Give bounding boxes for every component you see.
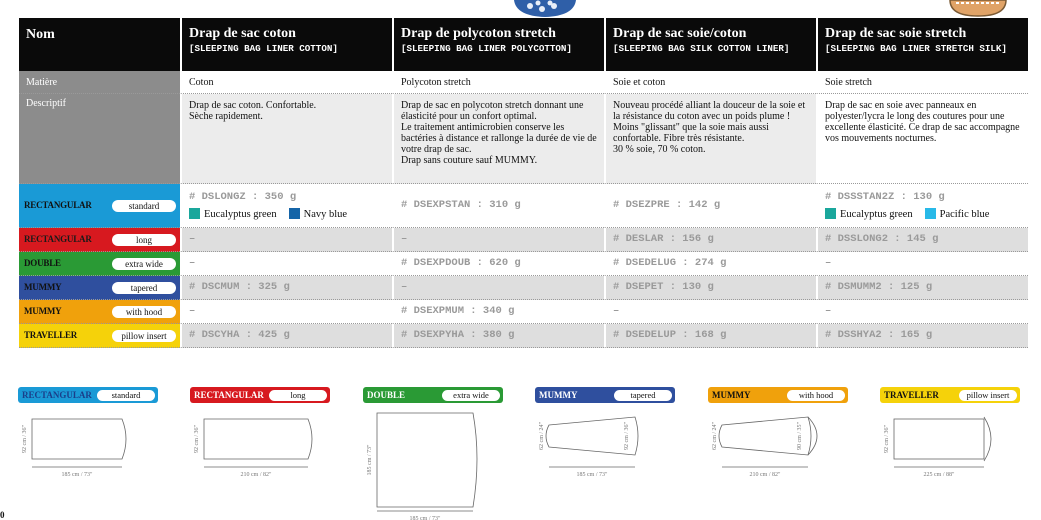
shape-label-cell	[19, 184, 180, 228]
reference-cell	[816, 252, 1028, 276]
color-option	[825, 208, 913, 220]
column-title: Drap de polycoton stretch	[401, 26, 556, 41]
shape-label	[24, 300, 176, 323]
color-name: Navy blue	[303, 208, 348, 220]
reference-weight: # DSCYHA : 425 g	[189, 329, 290, 341]
shape-name: RECTANGULAR	[24, 200, 92, 210]
dimension-label: 210 cm / 82"	[240, 472, 272, 478]
packed-liner-icon	[948, 0, 1008, 18]
reference-weight: –	[613, 305, 620, 317]
shape-diagram	[190, 387, 330, 513]
column-title: Drap de sac coton	[189, 26, 296, 41]
reference-weight: # DSSSTAN2Z : 130 g	[825, 190, 945, 203]
reference-weight: # DSMUMM2 : 125 g	[825, 281, 933, 293]
matiere-cell: Soie et coton	[604, 71, 816, 94]
descriptif-label: Descriptif	[19, 94, 180, 184]
variant-row	[19, 252, 1028, 276]
reference-cell	[392, 276, 604, 300]
reference-weight: # DSEDELUP : 168 g	[613, 329, 727, 341]
shape-name: TRAVELLER	[24, 330, 78, 340]
reference-cell	[604, 276, 816, 300]
diagram-badge	[708, 387, 848, 403]
column-subtitle: [SLEEPING BAG LINER POLYCOTTON]	[401, 43, 572, 54]
reference-cell	[180, 300, 392, 324]
diagram-variant-pill: standard	[97, 390, 155, 401]
reference-cell	[180, 324, 392, 348]
diagram-shape-name: TRAVELLER	[884, 390, 939, 400]
page-mark: 0	[0, 510, 5, 520]
reference-cell	[180, 252, 392, 276]
shape-variant-pill: tapered	[112, 282, 176, 294]
reference-cell	[816, 184, 1028, 228]
reference-cell	[392, 324, 604, 348]
reference-weight: # DSEXPDOUB : 620 g	[401, 257, 521, 269]
dimension-label: 225 cm / 88"	[923, 472, 955, 478]
diagram-shape-name: MUMMY	[539, 390, 578, 400]
dimension-label: 210 cm / 82"	[749, 472, 781, 478]
color-swatch	[925, 208, 936, 219]
shape-diagram	[708, 387, 848, 513]
header-cotton	[180, 18, 392, 71]
shape-label	[24, 324, 176, 347]
reference-cell	[392, 228, 604, 252]
reference-cell	[816, 276, 1028, 300]
diagram-badge	[190, 387, 330, 403]
reference-cell	[604, 324, 816, 348]
shape-diagram	[363, 387, 503, 520]
dimension-label: 92 cm / 36"	[22, 425, 28, 453]
reference-weight: –	[825, 257, 832, 269]
reference-weight: # DSEZPRE : 142 g	[613, 199, 721, 211]
dimension-label: 185 cm / 73"	[576, 472, 608, 478]
dimension-label: 185 cm / 73"	[409, 516, 441, 520]
shape-variant-pill: long	[112, 234, 176, 246]
reference-weight: # DESLAR : 156 g	[613, 233, 714, 245]
reference-weight: # DSLONGZ : 350 g	[189, 190, 297, 203]
dimension-label: 62 cm / 24"	[539, 422, 545, 450]
liner-outline	[363, 403, 503, 520]
color-option	[289, 208, 347, 220]
shape-variant-pill: standard	[112, 200, 176, 212]
liner-outline	[880, 403, 1020, 513]
dimension-label: 92 cm / 36"	[884, 425, 890, 453]
reference-weight: # DSEXPYHA : 380 g	[401, 329, 515, 341]
dimension-label: 185 cm / 73"	[61, 472, 93, 478]
shape-name: MUMMY	[24, 282, 62, 292]
diagram-variant-pill: pillow insert	[959, 390, 1017, 401]
header-row	[19, 18, 1028, 71]
color-options	[189, 208, 385, 220]
reference-weight: –	[825, 305, 832, 317]
column-subtitle: [SLEEPING BAG LINER COTTON]	[189, 43, 338, 54]
liner-outline	[18, 403, 158, 513]
shape-variant-pill: extra wide	[112, 258, 176, 270]
shape-name: DOUBLE	[24, 258, 61, 268]
dimension-label: 185 cm / 73"	[367, 444, 373, 476]
reference-weight: # DSEXPSTAN : 310 g	[401, 199, 521, 211]
reference-cell	[180, 228, 392, 252]
shape-label-cell	[19, 324, 180, 348]
shape-variant-pill: with hood	[112, 306, 176, 318]
matiere-cell: Soie stretch	[816, 71, 1028, 94]
reference-weight: –	[189, 233, 196, 245]
column-subtitle: [SLEEPING BAG SILK COTTON LINER]	[613, 43, 790, 54]
reference-cell	[604, 300, 816, 324]
shape-label-cell	[19, 300, 180, 324]
descriptif-cell: Drap de sac en polycoton stretch donnant une élasticité pour un confort optimal. Le traitement antimicrobien conserve les bactéries à distance et rallonge la durée de vie de votre drap de sac. Drap sans couture sauf MUMMY.	[392, 94, 604, 184]
liner-comparison-table	[19, 18, 1028, 348]
shape-variant-pill: pillow insert	[112, 330, 176, 342]
stuff-sack-icon	[512, 0, 578, 18]
color-swatch	[825, 208, 836, 219]
variant-row	[19, 228, 1028, 252]
diagram-variant-pill: extra wide	[442, 390, 500, 401]
diagram-badge	[363, 387, 503, 403]
shape-label	[24, 252, 176, 275]
diagram-badge	[18, 387, 158, 403]
reference-cell	[392, 184, 604, 228]
header-nom: Nom	[19, 18, 180, 71]
color-name: Eucalyptus green	[204, 208, 277, 220]
reference-cell	[180, 276, 392, 300]
color-option	[925, 208, 990, 220]
diagram-variant-pill: with hood	[787, 390, 845, 401]
reference-weight: # DSEDELUG : 274 g	[613, 257, 727, 269]
dimension-label: 62 cm / 24"	[712, 422, 718, 450]
reference-cell	[604, 252, 816, 276]
color-swatch	[289, 208, 300, 219]
shape-diagram	[18, 387, 158, 513]
reference-cell	[816, 300, 1028, 324]
descriptif-cell: Drap de sac en soie avec panneaux en polyester/lycra le long des coutures pour une excellente élasticité. Ce drap de sac accompagne vos mouvements nocturnes.	[816, 94, 1028, 184]
liner-outline	[190, 403, 330, 513]
shape-label-cell	[19, 252, 180, 276]
diagram-badge	[535, 387, 675, 403]
liner-outline	[708, 403, 848, 513]
reference-weight: # DSEPET : 130 g	[613, 281, 714, 293]
reference-cell	[392, 300, 604, 324]
dimension-label: 92 cm / 36"	[194, 425, 200, 453]
column-title: Drap de sac soie stretch	[825, 26, 967, 41]
header-stretch-silk	[816, 18, 1028, 71]
reference-weight: # DSEXPMUM : 340 g	[401, 305, 515, 317]
color-option	[189, 208, 277, 220]
color-options	[825, 208, 1021, 220]
shape-diagram	[880, 387, 1020, 513]
matiere-cell: Coton	[180, 71, 392, 94]
variant-row	[19, 276, 1028, 300]
dimension-label: 90 cm / 35"	[797, 422, 803, 450]
matiere-label: Matière	[19, 71, 180, 94]
descriptif-cell: Nouveau procédé alliant la douceur de la soie et la résistance du coton avec un poids plume ! Moins "glissant" que la soie mais aussi confortable. Fibre très résistante. 30 % soie, 70 % coton.	[604, 94, 816, 184]
matiere-cell: Polycoton stretch	[392, 71, 604, 94]
shape-label	[24, 184, 176, 227]
column-subtitle: [SLEEPING BAG LINER STRETCH SILK]	[825, 43, 1007, 54]
color-name: Eucalyptus green	[840, 208, 913, 220]
shape-diagram	[535, 387, 675, 513]
diagram-badge	[880, 387, 1020, 403]
diagram-shape-name: MUMMY	[712, 390, 751, 400]
shape-name: RECTANGULAR	[24, 234, 92, 244]
reference-cell	[392, 252, 604, 276]
liner-outline	[535, 403, 675, 513]
variant-row	[19, 300, 1028, 324]
diagram-shape-name: RECTANGULAR	[194, 390, 264, 400]
reference-weight: –	[189, 305, 196, 317]
reference-cell	[604, 184, 816, 228]
shape-name: MUMMY	[24, 306, 62, 316]
reference-weight: –	[189, 257, 196, 269]
diagram-shape-name: RECTANGULAR	[22, 390, 92, 400]
header-silk-cotton	[604, 18, 816, 71]
header-polycotton	[392, 18, 604, 71]
reference-cell	[180, 184, 392, 228]
color-swatch	[189, 208, 200, 219]
column-title: Drap de sac soie/coton	[613, 26, 747, 41]
reference-weight: # DSCMUM : 325 g	[189, 281, 290, 293]
descriptif-row	[19, 94, 1028, 184]
dimension-label: 92 cm / 36"	[624, 422, 630, 450]
reference-cell	[816, 228, 1028, 252]
shape-label-cell	[19, 276, 180, 300]
shape-label	[24, 276, 176, 299]
reference-cell	[816, 324, 1028, 348]
shape-label-cell	[19, 228, 180, 252]
diagram-shape-name: DOUBLE	[367, 390, 406, 400]
diagram-variant-pill: tapered	[614, 390, 672, 401]
diagram-variant-pill: long	[269, 390, 327, 401]
reference-weight: –	[401, 233, 408, 245]
reference-weight: # DSSHYA2 : 165 g	[825, 329, 933, 341]
color-name: Pacific blue	[939, 208, 990, 220]
reference-weight: # DSSLONG2 : 145 g	[825, 233, 939, 245]
shape-label	[24, 228, 176, 251]
variant-row	[19, 184, 1028, 228]
reference-cell	[604, 228, 816, 252]
reference-weight: –	[401, 281, 408, 293]
descriptif-cell: Drap de sac coton. Confortable. Sèche rapidement.	[180, 94, 392, 184]
variant-row	[19, 324, 1028, 348]
matiere-row	[19, 71, 1028, 94]
